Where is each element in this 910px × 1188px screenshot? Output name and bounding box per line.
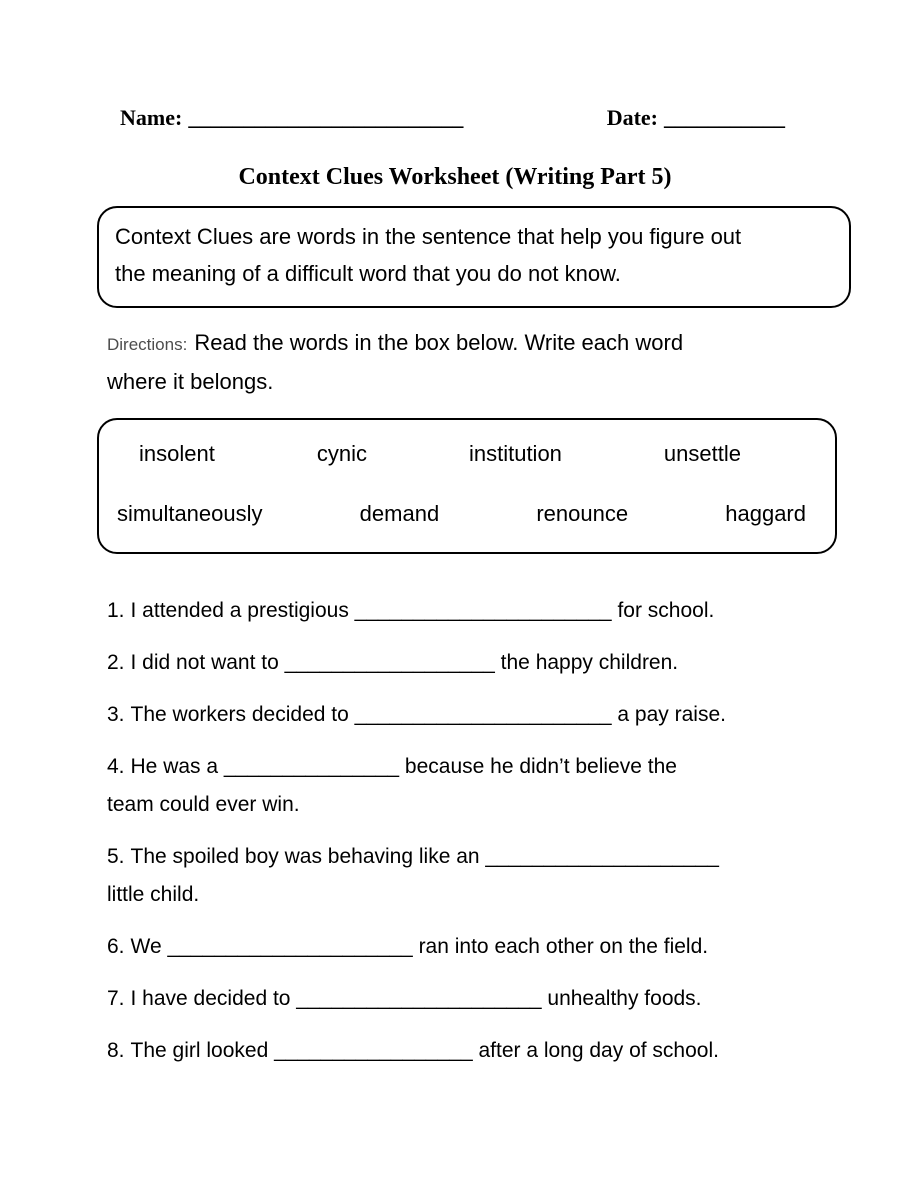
word-bank-box	[97, 418, 837, 554]
question-5	[107, 838, 910, 914]
question-8	[107, 1032, 910, 1070]
name-field	[120, 103, 463, 133]
question-text: I have decided to _____________________ unhealthy foods.	[130, 987, 702, 1010]
question-text: I did not want to __________________ the happy children.	[130, 651, 679, 674]
word-bank-row-1	[139, 438, 741, 470]
question-number: 3.	[107, 703, 125, 726]
question-line	[107, 838, 910, 876]
directions-text: Read the words in the box below. Write each word	[194, 330, 684, 355]
directions-line-2: where it belongs.	[107, 369, 274, 394]
question-line	[107, 980, 910, 1018]
name-blank-line: _________________________	[188, 105, 464, 130]
date-blank-line: ___________	[664, 105, 785, 130]
directions	[107, 324, 910, 400]
question-text: I attended a prestigious ______________________ for school.	[130, 599, 715, 622]
date-label: Date:	[606, 105, 658, 130]
word-bank-word: insolent	[139, 441, 215, 466]
intro-text-line-2: the meaning of a difficult word that you do not know.	[115, 261, 621, 286]
word-bank-word: haggard	[725, 501, 806, 526]
question-line	[107, 696, 910, 734]
header	[120, 103, 785, 133]
question-line	[107, 928, 910, 966]
page-title: Context Clues Worksheet (Writing Part 5)	[238, 164, 672, 190]
question-number: 5.	[107, 845, 125, 868]
question-number: 1.	[107, 599, 125, 622]
question-text: We _____________________ ran into each other on the field.	[130, 935, 709, 958]
question-4	[107, 748, 910, 824]
question-number: 4.	[107, 755, 125, 778]
word-bank-word: demand	[359, 501, 440, 526]
question-3	[107, 696, 910, 734]
question-number: 8.	[107, 1039, 125, 1062]
question-text: The girl looked _________________ after a long day of school.	[130, 1039, 719, 1062]
word-bank-word: unsettle	[663, 441, 741, 466]
intro-text-line-1: Context Clues are words in the sentence that help you figure out	[115, 224, 742, 249]
questions-list	[107, 592, 910, 1070]
question-text: The spoiled boy was behaving like an ____________________	[130, 845, 719, 868]
word-bank-row-2	[117, 498, 806, 530]
question-text: He was a _______________ because he didn’t believe the	[130, 755, 677, 778]
question-text: The workers decided to ______________________ a pay raise.	[130, 703, 726, 726]
question-number: 2.	[107, 651, 125, 674]
question-6	[107, 928, 910, 966]
question-number: 6.	[107, 935, 125, 958]
question-number: 7.	[107, 987, 125, 1010]
question-2	[107, 644, 910, 682]
question-line-continuation: team could ever win.	[107, 793, 300, 816]
word-bank-word: institution	[468, 441, 562, 466]
word-bank-word: simultaneously	[117, 501, 263, 526]
word-bank-word: renounce	[536, 501, 629, 526]
word-bank-word: cynic	[316, 441, 367, 466]
name-label: Name:	[120, 105, 183, 130]
question-1	[107, 592, 910, 630]
question-7	[107, 980, 910, 1018]
directions-label: Directions:	[107, 335, 188, 354]
date-field	[607, 103, 785, 133]
question-line	[107, 1032, 910, 1070]
question-line	[107, 748, 910, 786]
intro-box	[97, 206, 851, 308]
directions-line-1	[107, 324, 910, 363]
question-line-continuation: little child.	[107, 883, 200, 906]
question-line	[107, 592, 910, 630]
question-line	[107, 644, 910, 682]
